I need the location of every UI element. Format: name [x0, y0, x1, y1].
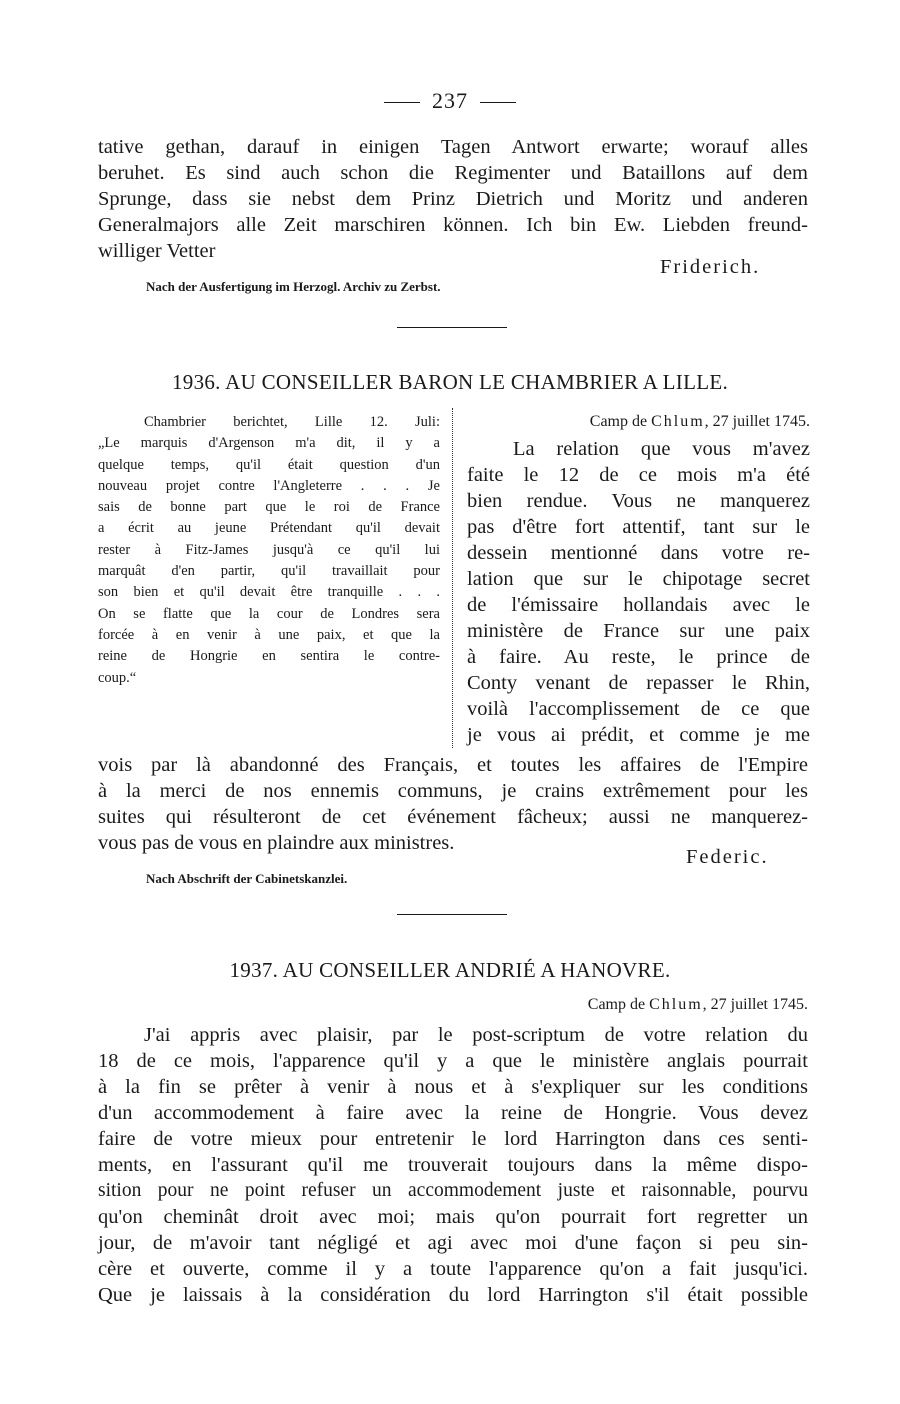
- text-line: ments, en l'assurant qu'il me trouverait toujours dans la même dispo-: [98, 1154, 808, 1176]
- text-line: Generalmajors alle Zeit marschiren können. Ich bin Ew. Liebden freund-: [98, 214, 808, 236]
- text-line: vois par là abandonné des Français, et toutes les affaires de l'Empire: [98, 754, 808, 776]
- dateline-prefix: Camp de: [587, 996, 650, 1013]
- signature-federic: Federic.: [686, 846, 769, 868]
- source-note-cabinetskanzlei: Nach Abschrift der Cabinetskanzlei.: [146, 871, 348, 886]
- text-line: à la fin se prêter à venir à nous et à s'expliquer sur les conditions: [98, 1076, 808, 1098]
- text-line: de l'émissaire hollandais avec le: [467, 594, 810, 616]
- source-note-zerbst: Nach der Ausfertigung im Herzogl. Archiv zu Zerbst.: [146, 279, 441, 294]
- page-number: [0, 88, 900, 114]
- page-number-value: 237: [432, 88, 468, 113]
- text-line: ministère de France sur une paix: [467, 620, 810, 642]
- dateline-suffix: , 27 juillet 1745.: [702, 996, 808, 1013]
- text-line: je vous ai prédit, et comme je me: [467, 724, 810, 746]
- opening-paragraph: [98, 134, 808, 264]
- dateline-prefix: Camp de: [589, 413, 652, 430]
- summary-line: reine de Hongrie en sentira le contre-: [98, 648, 440, 665]
- text-line: cère et ouverte, comme il y a toute l'apparence qu'on a fait jusqu'ici.: [98, 1258, 808, 1280]
- letter-1936-continuation: [98, 752, 808, 856]
- dateline-place: Chlum: [651, 413, 705, 430]
- text-line: bien rendue. Vous ne manquerez: [467, 490, 810, 512]
- summary-line: quelque temps, qu'il était question d'un: [98, 456, 440, 473]
- text-line: jour, de m'avoir tant négligé et agi avec moi d'une façon si peu sin-: [98, 1232, 808, 1254]
- section-rule: [397, 327, 507, 328]
- text-line: à la merci de nos ennemis communs, je crains extrêmement pour les: [98, 780, 808, 802]
- column-divider: [452, 408, 453, 748]
- letter-1937-dateline: [588, 996, 808, 1014]
- summary-line: a écrit au jeune Prétendant qu'il devait: [98, 520, 440, 537]
- text-line: faite le 12 de ce mois m'a été: [467, 464, 810, 486]
- text-line: voilà l'accomplissement de ce que: [467, 698, 810, 720]
- text-line: pas d'être fort attentif, tant sur le: [467, 516, 810, 538]
- letter-1937-body: [98, 1022, 808, 1308]
- letter-1937-heading: 1937. AU CONSEILLER ANDRIÉ A HANOVRE.: [229, 958, 671, 982]
- summary-line: nouveau projet contre l'Angleterre . . . Je: [98, 477, 440, 494]
- summary-line: coup.“: [98, 669, 137, 686]
- summary-line: rester à Fitz-James jusqu'à ce qu'il lui: [98, 541, 440, 558]
- letter-1936-body-column: [467, 410, 810, 748]
- summary-line: forcée à en venir à une paix, et que la: [98, 626, 440, 643]
- letter-1936-heading: 1936. AU CONSEILLER BARON LE CHAMBRIER A LILLE.: [171, 370, 729, 394]
- dateline-suffix: , 27 juillet 1745.: [704, 413, 810, 430]
- signature-friderich: Friderich.: [660, 256, 761, 278]
- letter-1936-dateline: [467, 410, 810, 434]
- dateline-place: Chlum: [649, 996, 703, 1013]
- text-line: J'ai appris avec plaisir, par le post-scriptum de votre relation du: [144, 1024, 808, 1046]
- text-line: williger Vetter: [98, 240, 216, 262]
- summary-line: marquât d'en partir, qu'il travaillait pour: [98, 563, 440, 580]
- text-line: sition pour ne point refuser un accommodement juste et raisonnable, pourvu: [98, 1180, 808, 1201]
- text-line: à faire. Au reste, le prince de: [467, 646, 810, 668]
- summary-line: son bien et qu'il devait être tranquille . . .: [98, 584, 440, 601]
- text-line: vous pas de vous en plaindre aux ministres.: [98, 832, 455, 854]
- text-line: La relation que vous m'avez: [513, 438, 810, 460]
- text-line: Que je laissais à la considération du lord Harrington s'il était possible: [98, 1284, 808, 1306]
- text-line: faire de votre mieux pour entretenir le lord Harrington dans ces senti-: [98, 1128, 808, 1150]
- text-line: Sprunge, dass sie nebst dem Prinz Dietrich und Moritz und anderen: [98, 188, 808, 210]
- text-line: suites qui résulteront de cet événement fâcheux; aussi ne manquerez-: [98, 806, 808, 828]
- text-line: lation que sur le chipotage secret: [467, 568, 810, 590]
- section-rule: [397, 914, 507, 915]
- summary-line: „Le marquis d'Argenson m'a dit, il y a: [98, 435, 440, 452]
- page-number-dash-right: [480, 102, 516, 103]
- text-line: 18 de ce mois, l'apparence qu'il y a que le ministère anglais pourrait: [98, 1050, 808, 1072]
- page-number-dash-left: [384, 102, 420, 103]
- summary-line: On se flatte que la cour de Londres sera: [98, 605, 440, 622]
- text-line: tative gethan, darauf in einigen Tagen Antwort erwarte; worauf alles: [98, 136, 808, 158]
- text-line: d'un accommodement à faire avec la reine de Hongrie. Vous devez: [98, 1102, 808, 1124]
- text-line: qu'on cheminât droit avec moi; mais qu'on pourrait fort regretter un: [98, 1206, 808, 1228]
- summary-line: sais de bonne part que le roi de France: [98, 499, 440, 516]
- text-line: beruhet. Es sind auch schon die Regimenter und Bataillons auf dem: [98, 162, 808, 184]
- text-line: dessein mentionné dans votre re-: [467, 542, 810, 564]
- summary-line: Chambrier berichtet, Lille 12. Juli:: [144, 414, 440, 430]
- text-line: Conty venant de repasser le Rhin,: [467, 672, 810, 694]
- letter-1936-summary: [98, 412, 440, 689]
